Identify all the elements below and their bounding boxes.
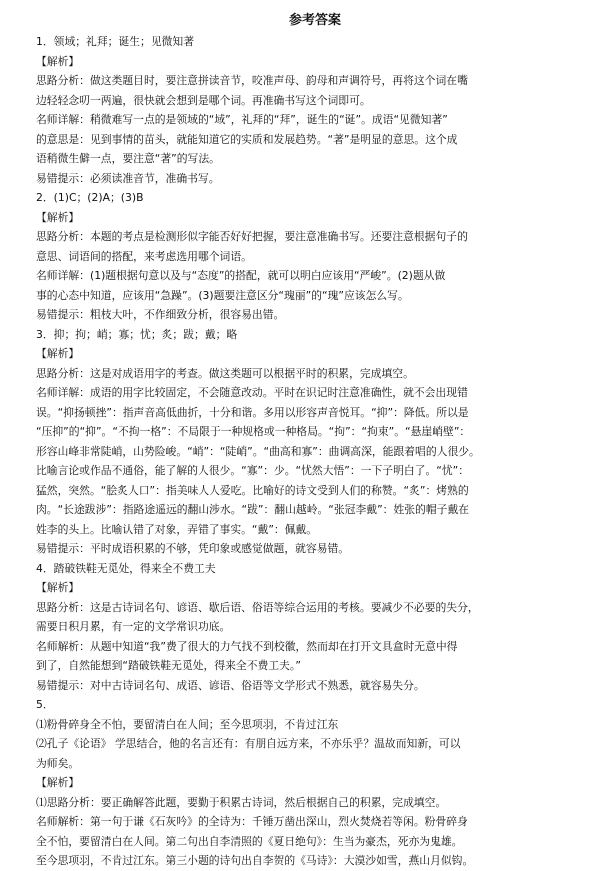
text-line: 名师解析：从题中知道“我”费了很大的力气找不到校徽，然而却在打开文具盒时无意中得	[36, 639, 458, 653]
answer-lines	[36, 32, 584, 871]
page-title: 参考答案	[288, 13, 341, 28]
text-line: 1．领域；礼拜；诞生；见微知著	[36, 35, 195, 48]
text-line: 名师详解：稍微难写一点的是领域的“域”，礼拜的“拜”，诞生的“诞”。成语“见微知著”	[36, 113, 448, 126]
text-line: 2．(1)C；(2)A；(3)B	[36, 191, 144, 204]
text-line: 到了，自然能想到“踏破铁鞋无觅处，得来全不费工夫。”	[36, 659, 301, 672]
text-line: ⑴粉骨碎身全不怕，要留清白在人间；至今思项羽，不肯过江东	[36, 717, 339, 731]
text-line: “压抑”的“抑”。“不拘一格”：不局限于一种规格或一种格局。“拘”：“拘束”。“悬崖峭壁”：	[36, 425, 471, 438]
text-line: 易错提示：必须读准音节，准确书写。	[36, 171, 220, 185]
text-line: 至今思项羽，不肯过江东。第三小题的诗句出自李贺的《马诗》：大漠沙如雪，燕山月似钩。	[36, 854, 474, 867]
text-line: 全不怕，要留清白在人间。第二句出自李清照的《夏日绝句》：生当为豪杰，死亦为鬼雄。	[36, 834, 463, 848]
text-line: 误。“抑扬顿挫”：指声音高低曲折，十分和谐。多用以形容声音悦耳。“抑”：降低。所以是	[36, 405, 469, 419]
text-line: 【解析】	[36, 347, 80, 360]
text-line: 易错提示：平时成语积累的不够，凭印象或感觉做题，就容易错。	[36, 542, 350, 555]
text-line: 思路分析：本题的考点是检测形似字能否好好把握，要注意准确书写。还要注意根据句子的	[36, 230, 468, 243]
text-line: 意思、词语间的搭配，来考虑选用哪个词语。	[36, 249, 252, 263]
text-line: 【解析】	[36, 54, 80, 68]
text-line: 名师详解：成语的用字比较固定，不会随意改动。平时在识记时注意准确性，就不会出现错	[36, 386, 468, 399]
text-line: ⑴思路分析：要正确解答此题，要勤于积累古诗词，然后根据自己的积累，完成填空。	[36, 795, 447, 809]
text-line: 思路分析：这是对成语用字的考查。做这类题可以根据平时的积累，完成填空。	[36, 366, 414, 380]
text-line: 事的心态中知道，应该用“急躁”。(3)题要注意区分“瑰丽”的“瑰”应该怎么写。	[36, 288, 409, 302]
text-line: 为师矣。	[36, 756, 80, 770]
text-line: ⑵孔子《论语》 学思结合，他的名言还有：有朋自远方来，不亦乐乎？温故而知新，可以	[36, 737, 461, 750]
text-line: 比喻言论或作品不通俗，能了解的人很少。“寡”：少。“忧然大悟”：一下子明白了。“忧”：	[36, 464, 470, 477]
text-line: 肉。“长途跋涉”：指路途遥远的翻山涉水。“跋”：翻山越岭。“张冠李戴”：姓张的帽子戴在	[36, 503, 470, 516]
text-line: 3．抑；拘；峭；寡；忧；炙；跋；戴；略	[36, 327, 238, 341]
text-line: 需要日积月累，有一定的文学常识功底。	[36, 620, 231, 633]
text-line: 5．	[36, 698, 54, 711]
text-line: 名师解析：第一句于谦《石灰吟》的全诗为：千锤万凿出深山，烈火焚烧若等闲。粉骨碎身	[36, 815, 468, 828]
text-line: 的意思是：见到事情的苗头，就能知道它的实质和发展趋势。“著”是明显的意思。这个成	[36, 132, 458, 146]
text-line: 4．踏破铁鞋无觅处，得来全不费工夫	[36, 561, 216, 575]
text-line: 思路分析：这是古诗词名句、谚语、歇后语、俗语等综合运用的考核。要减少不必要的失分，	[36, 600, 479, 614]
text-line: 猛然，突然。“脍炙人口”：指美味人人爱吃。比喻好的诗文受到人们的称赞。“炙”：烤熟的	[36, 483, 469, 497]
answer-document	[36, 10, 584, 871]
text-line: 【解析】	[36, 581, 80, 594]
text-line: 形容山峰非常陡峭，山势险峻。“峭”：“陡峭”。“曲高和寡”：曲调高深，能跟着唱的人很少。	[36, 444, 480, 458]
text-line: 名师详解：(1)题根据句意以及与“态度”的搭配，就可以明白应该用“严峻”。(2)题从做	[36, 269, 446, 282]
text-line: 【解析】	[36, 776, 80, 789]
text-line: 【解析】	[36, 210, 80, 224]
text-line: 语稍微生僻一点，要注意“著”的写法。	[36, 152, 220, 165]
text-line: 易错提示：粗枝大叶，不作细致分析，很容易出错。	[36, 308, 285, 321]
text-line: 边轻轻念叨一两遍，很快就会想到是哪个词。再准确书写这个词即可。	[36, 93, 371, 107]
text-line: 姓李的头上。比喻认错了对象，弄错了事实。“戴”：佩戴。	[36, 522, 318, 536]
text-line: 易错提示：对中古诗词名句、成语、谚语、俗语等文学形式不熟悉，就容易失分。	[36, 678, 425, 692]
text-line: 思路分析：做这类题目时，要注意拼读音节，咬准声母、韵母和声调符号，再将这个词在嘴	[36, 74, 468, 87]
